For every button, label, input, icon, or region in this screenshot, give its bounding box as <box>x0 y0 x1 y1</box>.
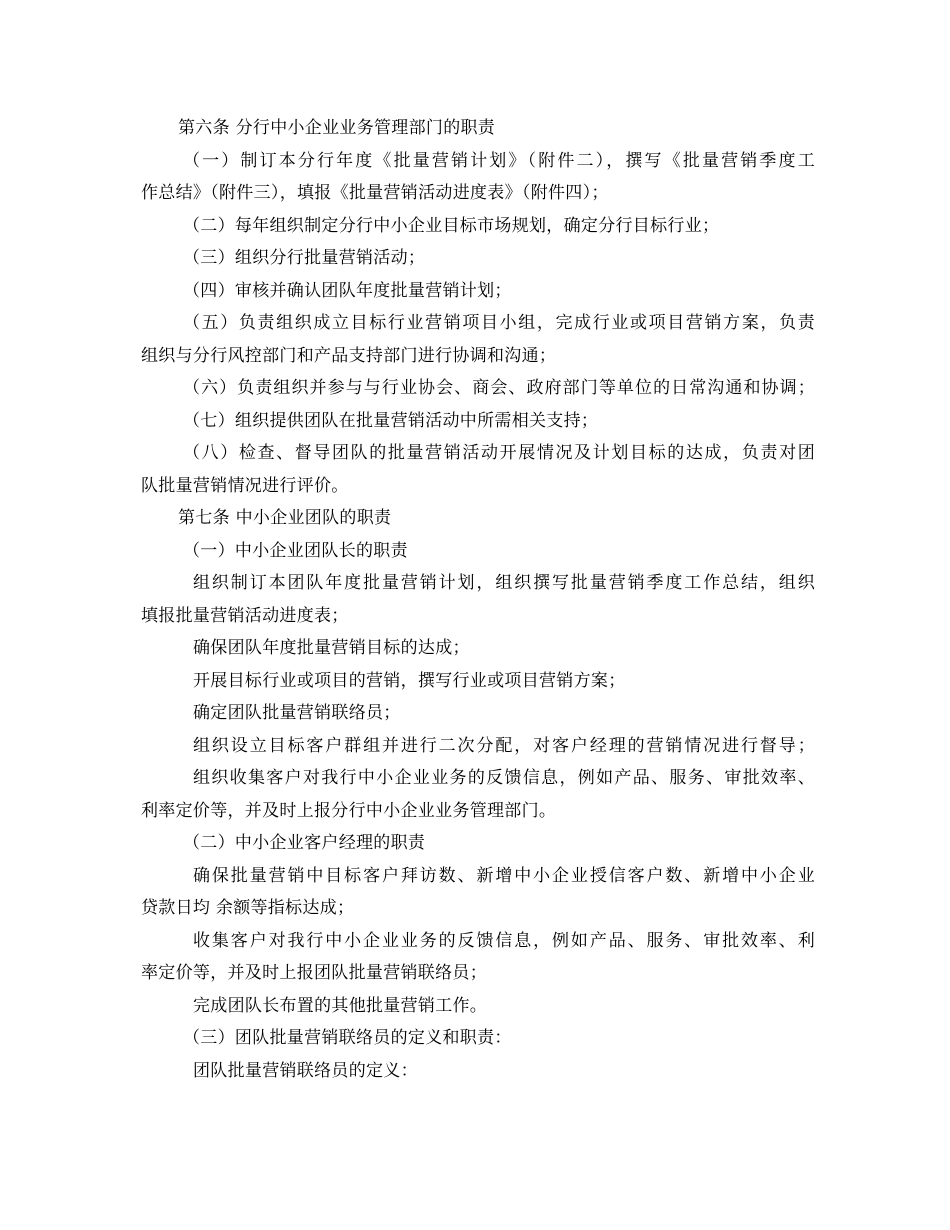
paragraph-line: （七）组织提供团队在批量营销活动中所需相关支持； <box>183 410 599 431</box>
paragraph-line: 团队批量营销联络员的定义： <box>193 1060 418 1081</box>
paragraph-line: 确保团队年度批量营销目标的达成； <box>193 638 470 658</box>
paragraph-line: 利率定价等，并及时上报分行中小企业业务管理部门。 <box>141 800 557 821</box>
paragraph-line: 开展目标行业或项目的营销，撰写行业或项目营销方案； <box>193 670 626 691</box>
paragraph-line: 率定价等，并及时上报团队批量营销联络员； <box>141 963 487 983</box>
paragraph-line: 队批量营销情况进行评价。 <box>141 475 349 496</box>
paragraph-line: （五）负责组织成立目标行业营销项目小组，完成行业或项目营销方案，负责 <box>183 313 815 333</box>
paragraph-line: （四）审核并确认团队年度批量营销计划； <box>183 280 512 301</box>
section-heading: （二）中小企业客户经理的职责 <box>183 833 426 853</box>
paragraph-line: 完成团队长布置的其他批量营销工作。 <box>193 995 488 1016</box>
paragraph-line: 确保批量营销中目标客户拜访数、新增中小企业授信客户数、新增中小企业 <box>193 865 815 886</box>
paragraph-line: 收集客户对我行中小企业业务的反馈信息，例如产品、服务、审批效率、利 <box>193 930 815 951</box>
paragraph-line: 确定团队批量营销联络员； <box>193 703 401 723</box>
article-6-heading: 第六条 分行中小企业业务管理部门的职责 <box>178 118 496 138</box>
paragraph-line: （二）每年组织制定分行中小企业目标市场规划，确定分行目标行业； <box>183 215 720 236</box>
paragraph-line: 组织与分行风控部门和产品支持部门进行协调和沟通； <box>141 345 557 366</box>
paragraph-line: 作总结》（附件三），填报《批量营销活动进度表》（附件四）； <box>141 183 609 203</box>
paragraph-line: 组织收集客户对我行中小企业业务的反馈信息，例如产品、服务、审批效率、 <box>193 768 815 788</box>
paragraph-line: 组织制订本团队年度批量营销计划，组织撰写批量营销季度工作总结，组织 <box>193 573 815 593</box>
section-heading: （一）中小企业团队长的职责 <box>183 540 408 561</box>
paragraph-line: 填报批量营销活动进度表； <box>141 605 349 626</box>
article-7-heading: 第七条 中小企业团队的职责 <box>178 508 392 528</box>
paragraph-line: 组织设立目标客户群组并进行二次分配，对客户经理的营销情况进行督导； <box>193 735 815 756</box>
document-body <box>141 112 815 1087</box>
paragraph-line: （三）组织分行批量营销活动； <box>183 248 426 268</box>
paragraph-line: （八）检查、督导团队的批量营销活动开展情况及计划目标的达成，负责对团 <box>183 443 815 463</box>
paragraph-line: 贷款日均 余额等指标达成； <box>141 898 355 918</box>
section-heading: （三）团队批量营销联络员的定义和职责： <box>183 1028 512 1048</box>
paragraph-line: （六）负责组织并参与与行业协会、商会、政府部门等单位的日常沟通和协调； <box>183 378 815 398</box>
paragraph-line: （一）制订本分行年度《批量营销计划》（附件二），撰写《批量营销季度工 <box>183 150 815 171</box>
